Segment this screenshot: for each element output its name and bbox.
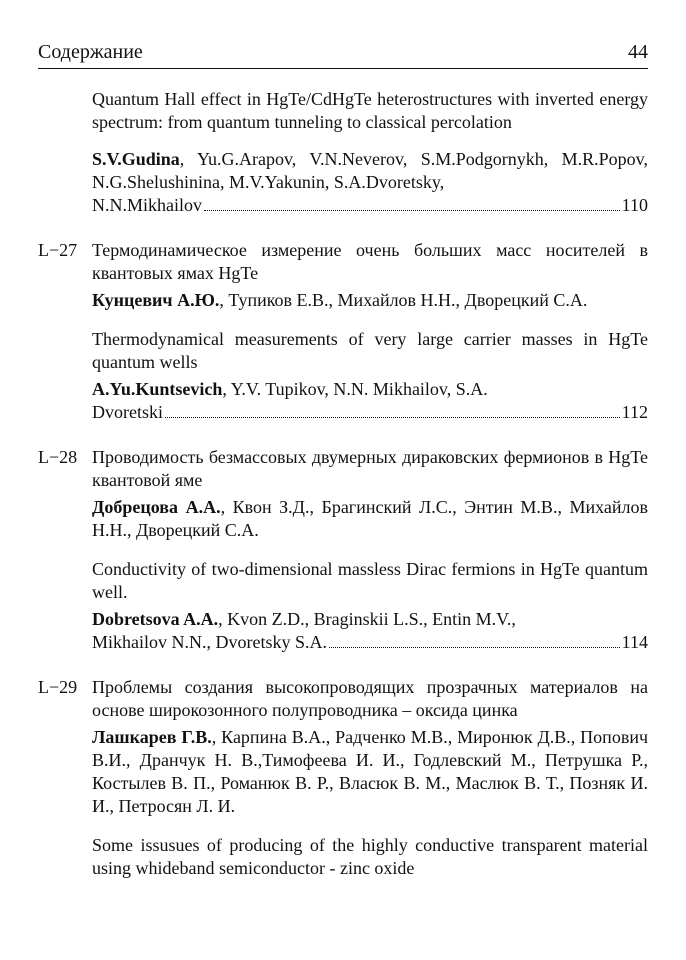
lead-author: S.V.Gudina — [92, 149, 180, 169]
co-authors: , Y.V. Tupikov, N.N. Mikhailov, S.A. — [222, 379, 488, 399]
co-authors-last: Mikhailov N.N., Dvoretsky S.A. — [92, 632, 327, 652]
co-authors-last: Dvoretski — [92, 402, 163, 422]
lead-author: Dobretsova A.A. — [92, 609, 219, 629]
entry-title-en: Some issusues of producing of the highly conductive transparent material using whideband semiconductor - zinc oxide — [92, 835, 648, 878]
co-authors: , Карпина В.А., Радченко М.В., Миронюк Д.В., Попович В.И., Дранчук Н. В.,Тимофеева И. И., Годлевский М., Петрушка Р., Костылев В. П., Романюк В. Р., Власюк В. М., Маслюк В. Т., Позняк И. И., Петросян Л. И. — [92, 727, 648, 816]
entry-title-en: Thermodynamical measurements of very large carrier masses in HgTe quantum wells — [92, 329, 648, 372]
co-authors: , Тупиков Е.В., Михайлов Н.Н., Дворецкий С.А. — [219, 290, 588, 310]
toc-entry — [38, 239, 648, 424]
header-title: Содержание — [38, 41, 143, 63]
toc-entry — [38, 446, 648, 654]
entry-page-link[interactable]: 110 — [621, 195, 648, 215]
running-header — [38, 34, 648, 69]
entry-authors-ru — [92, 289, 648, 312]
dot-leader — [329, 647, 620, 648]
toc-entry — [38, 88, 648, 217]
co-authors: , Yu.G.Arapov, V.N.Neverov, S.M.Podgornykh, M.R.Popov, N.G.Shelushinina, M.V.Yakunin, S.A.Dvoretsky, — [92, 149, 648, 192]
co-authors: , Квон З.Д., Брагинский Л.С., Энтин М.В., Михайлов Н.Н., Дворецкий С.А. — [92, 497, 648, 540]
dot-leader-line — [92, 194, 648, 217]
toc-entry — [38, 676, 648, 880]
entry-title-en: Quantum Hall effect in HgTe/CdHgTe heterostructures with inverted energy spectrum: from quantum tunneling to classical percolation — [92, 89, 648, 132]
dot-leader — [204, 210, 620, 211]
lead-author: Кунцевич А.Ю. — [92, 290, 220, 310]
entry-code: L−28 — [38, 447, 78, 467]
lead-author: Лашкарев Г.В. — [92, 727, 212, 747]
page-number: 44 — [628, 41, 648, 63]
entry-code: L−29 — [38, 677, 78, 697]
dot-leader-line — [92, 631, 648, 654]
lead-author: Добрецова А.А. — [92, 497, 221, 517]
entry-authors-en — [92, 148, 648, 217]
co-authors: , Kvon Z.D., Braginskii L.S., Entin M.V., — [218, 609, 516, 629]
entry-title-ru: Проводимость безмассовых двумерных дираковских фермионов в HgTe квантовой яме — [92, 447, 648, 490]
entry-authors-ru — [92, 496, 648, 542]
entry-authors-ru — [92, 726, 648, 818]
dot-leader — [165, 417, 620, 418]
entry-authors-en — [92, 608, 648, 654]
dot-leader-line — [92, 401, 648, 424]
entry-title-ru: Проблемы создания высокопроводящих прозрачных материалов на основе широкозонного полупроводника – оксида цинка — [92, 677, 648, 720]
entry-authors-en — [92, 378, 648, 424]
entry-page-link[interactable]: 114 — [621, 632, 648, 652]
co-authors-last: N.N.Mikhailov — [92, 195, 202, 215]
entry-page-link[interactable]: 112 — [621, 402, 648, 422]
entry-title-ru: Термодинамическое измерение очень больших масс носителей в квантовых ямах HgTe — [92, 240, 648, 283]
lead-author: A.Yu.Kuntsevich — [92, 379, 223, 399]
toc-list — [38, 88, 648, 884]
entry-title-en: Conductivity of two-dimensional massless Dirac fermions in HgTe quantum well. — [92, 559, 648, 602]
entry-code: L−27 — [38, 240, 78, 260]
